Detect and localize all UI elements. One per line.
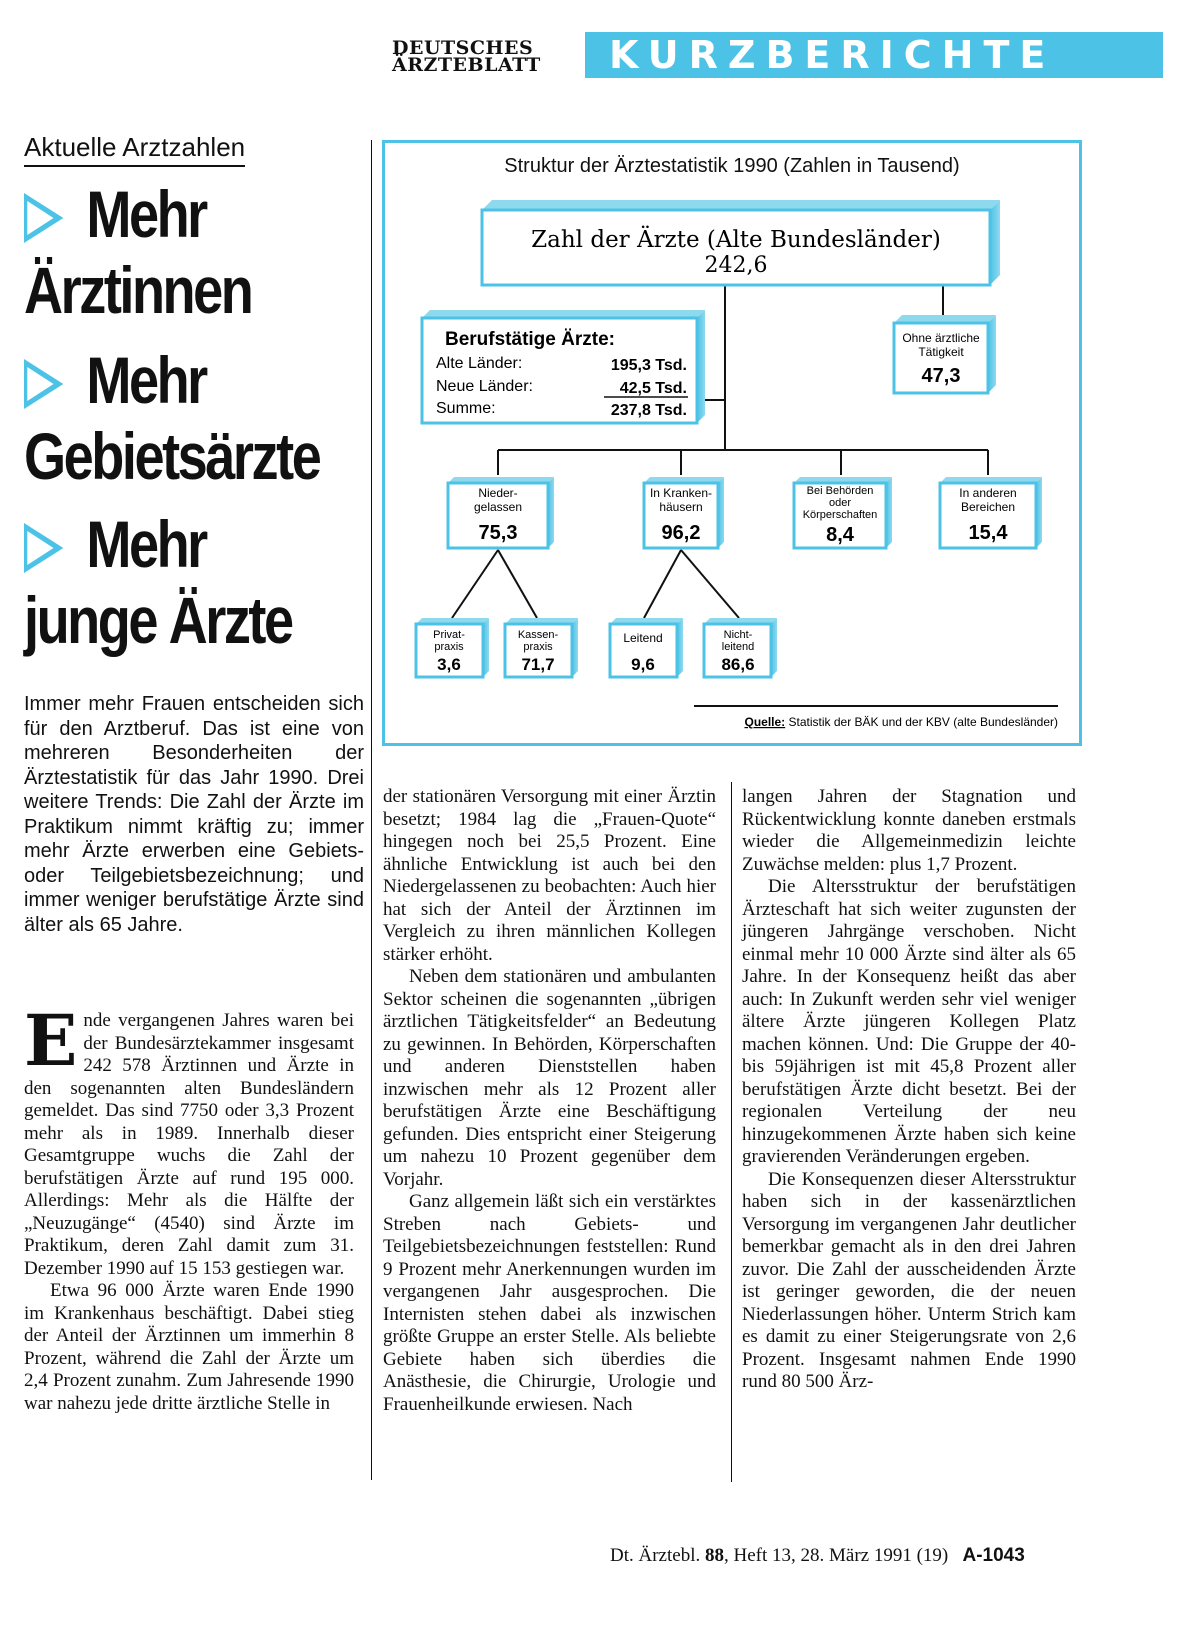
body-paragraph: langen Jahren der Stagnation und Rückentwicklung konnte daneben erstmals wieder die Allgemeinmedizin leichte Zuwächse melden: plus 1,7 Prozent. xyxy=(742,786,1076,875)
root-value: 242,6 xyxy=(704,253,768,278)
level2-box xyxy=(644,477,724,548)
body-paragraph: der stationären Versorgung mit einer Ärztin besetzt; 1984 lag die „Frauen-Quote“ hingegen noch bei 25,5 Prozent. Eine ähnliche Entwicklung ist auch bei den Niedergelassenen zu beobachten: Auch hier hat sich der Anteil der Ärztinnen im Vergleich zu ihren männlichen Kollegen stärker erhöht. xyxy=(383,786,716,965)
working-row-value: 195,3 Tsd. xyxy=(610,357,687,374)
level3-label: praxis xyxy=(434,641,464,653)
root-label: Zahl der Ärzte (Alte Bundesländer) xyxy=(531,227,941,253)
page-footer: Dt. Ärztebl. 88, Heft 13, 28. März 1991 (19) A-1043 xyxy=(610,1545,1025,1566)
working-doctors-box xyxy=(422,310,705,423)
triangle-bullet-icon xyxy=(24,184,81,256)
body-paragraph: Ganz allgemein läßt sich ein verstärktes Streben nach Gebiets- und Teilgebietsbezeichnungen feststellen: Rund 9 Prozent mehr Anerkennungen wurden im vergangenen Jahr ausgesprochen. Die Internisten stehen dabei als inzwischen größte Gruppe an erster Stelle. Als beliebte Gebiete haben sich überdies die Anästhesie, die Chirurgie, Urologie und Frauenheilkunde erwiesen. Nach xyxy=(383,1191,716,1415)
body-paragraph: Die Altersstruktur der berufstätigen Ärzteschaft hat sich weiter zugunsten der jüngeren Jahrgänge verschoben. Nicht einmal mehr 10 000 Ärzte sind älter als 65 Jahre. In der Konsequenz heißt das aber auch: In Zukunft werden sehr viel weniger ältere Ärzte jüngeren Kollegen Platz machen können. Und: Die Gruppe der 40- bis 59jährigen ist mit 45,8 Prozent aller berufstätigen Ärzte dicht besetzt. Bei der regionalen Verteilung der neu hinzugekommenen Ärzte haben sich keine gravierenden Veränderungen ergeben. xyxy=(742,876,1076,1167)
working-row-label: Neue Länder: xyxy=(436,378,533,395)
level2-value: 15,4 xyxy=(968,522,1008,544)
org-chart xyxy=(382,140,1082,746)
triangle-bullet-icon xyxy=(24,350,81,422)
headline-line-1: Mehr xyxy=(24,178,206,256)
lead-paragraph: Immer mehr Frauen entscheiden sich für den Arztberuf. Das ist eine von mehreren Besonderheiten der Ärztestatistik für das Jahr 1990. Drei weitere Trends: Die Zahl der Ärzte im Praktikum nimmt kräftig zu; immer mehr Ärzte erwerben eine Gebiets- oder Teilgebietsbezeichnung; und immer weniger berufstätige Ärzte sind älter als 65 Jahre. xyxy=(24,693,364,936)
non-working-label: Tätigkeit xyxy=(918,345,964,359)
level3-value: 71,7 xyxy=(521,655,555,674)
level2-label: häusern xyxy=(659,500,703,514)
working-row-value: 237,8 Tsd. xyxy=(610,402,687,419)
working-row-label: Summe: xyxy=(436,400,496,417)
headline-line-2: Ärztinnen xyxy=(24,253,252,327)
chart-title: Struktur der Ärztestatistik 1990 (Zahlen in Tausend) xyxy=(504,155,960,177)
level2-label: Nieder- xyxy=(478,486,518,500)
masthead-line1: DEUTSCHES xyxy=(392,37,534,59)
level3-value: 3,6 xyxy=(437,655,461,674)
body-paragraph: Ende vergangenen Jahres waren bei der Bundesärztekammer insgesamt 242 578 Ärztinnen und Ärzte in den sogenannten alten Bundesländern gemeldet. Das sind 7750 oder 3,3 Prozent mehr als in 1989. Innerhalb dieser Gesamtgruppe wuchs die Zahl der berufstätigen Ärzte auf rund 195 000. Allerdings: Mehr als die Hälfte der „Neuzugänge“ (4540) sind Ärzte im Praktikum, deren Zahl damit zum 31. Dezember 1990 auf 15 153 gestiegen war. xyxy=(24,999,354,1279)
working-row-label: Alte Länder: xyxy=(436,355,523,372)
non-working-value: 47,3 xyxy=(921,365,961,387)
level2-box xyxy=(794,477,892,548)
level2-label: gelassen xyxy=(473,500,523,514)
non-working-box xyxy=(894,315,996,393)
working-row-value: 42,5 Tsd. xyxy=(619,380,687,397)
column-rule xyxy=(371,140,372,1480)
level3-label: leitend xyxy=(721,641,755,653)
level3-label: praxis xyxy=(523,641,553,653)
body-column-1 xyxy=(24,999,354,1415)
drop-cap: E xyxy=(24,999,78,1082)
level2-label: Körperschaften xyxy=(802,509,878,521)
headline-line-5: Mehr xyxy=(24,508,206,586)
level3-box xyxy=(505,618,578,677)
root-box xyxy=(482,200,1000,285)
masthead-line2: ÄRZTEBLATT xyxy=(392,54,541,76)
headline-line-4: Gebietsärzte xyxy=(24,419,320,493)
body-paragraph: Etwa 96 000 Ärzte waren Ende 1990 im Krankenhaus beschäftigt. Dabei stieg der Anteil der Ärztinnen um immerhin 8 Prozent, während die Zahl der Ärzte um 2,4 Prozent zunahm. Zum Jahresende 1990 war nahezu jede dritte ärztliche Stelle in xyxy=(24,1280,354,1414)
chart-source: Quelle: Statistik der BÄK und der KBV (alte Bundesländer) xyxy=(744,715,1058,729)
section-banner: KURZBERICHTE xyxy=(585,32,1163,78)
body-column-2 xyxy=(383,786,716,1416)
level3-box xyxy=(416,618,489,677)
masthead-logo xyxy=(392,37,562,76)
level3-label: Nicht- xyxy=(723,629,753,641)
level3-box xyxy=(610,618,683,677)
triangle-bullet-icon xyxy=(24,514,81,586)
level2-value: 8,4 xyxy=(826,524,854,546)
level2-label: oder xyxy=(828,497,852,509)
level2-label: In Kranken- xyxy=(649,486,713,500)
level3-value: 9,6 xyxy=(631,655,655,674)
body-paragraph: Neben dem stationären und ambulanten Sektor scheinen die sogenannten „übrigen ärztlichen Tätigkeitsfelder“ an Bedeutung zu gewinnen. In Behörden, Körperschaften und anderen Dienststellen haben inzwischen mehr als 12 Prozent aller berufstätigen Ärzte eine Beschäftigung gefunden. Dies entspricht einer Steigerung um nahezu 10 Prozent gegenüber dem Vorjahr. xyxy=(383,966,716,1190)
kicker: Aktuelle Arztzahlen xyxy=(24,132,245,167)
level2-label: Bereichen xyxy=(960,500,1016,514)
level2-value: 96,2 xyxy=(661,522,701,544)
level3-value: 86,6 xyxy=(721,655,755,674)
headline-line-3: Mehr xyxy=(24,344,206,422)
level2-box xyxy=(448,477,554,548)
body-column-3 xyxy=(742,786,1076,1394)
body-paragraph: Die Konsequenzen dieser Altersstruktur haben sich in der kassenärztlichen Versorgung im vergangenen Jahr deutlicher bemerkbar gemacht als in den drei Jahren zuvor. Die Zahl der ausscheidenden Ärzte ist geringer geworden, die der neuen Niederlassungen höher. Unterm Strich kam es damit zu einer Steigerungsrate von 2,6 Prozent. Insgesamt nahmen Ende 1990 rund 80 500 Ärz- xyxy=(742,1168,1076,1392)
working-title: Berufstätige Ärzte: xyxy=(445,329,615,350)
non-working-label: Ohne ärztliche xyxy=(902,331,980,345)
level2-value: 75,3 xyxy=(478,522,518,544)
level2-box xyxy=(940,477,1042,548)
headline-line-6: junge Ärzte xyxy=(24,583,292,657)
level3-label: Kassen- xyxy=(517,629,559,641)
level3-label: Privat- xyxy=(433,629,465,641)
level2-label: In anderen xyxy=(959,486,1017,500)
level3-box xyxy=(704,618,777,677)
level2-label: Bei Behörden xyxy=(806,485,874,497)
level3-label: Leitend xyxy=(623,631,663,645)
column-rule xyxy=(731,782,732,1482)
